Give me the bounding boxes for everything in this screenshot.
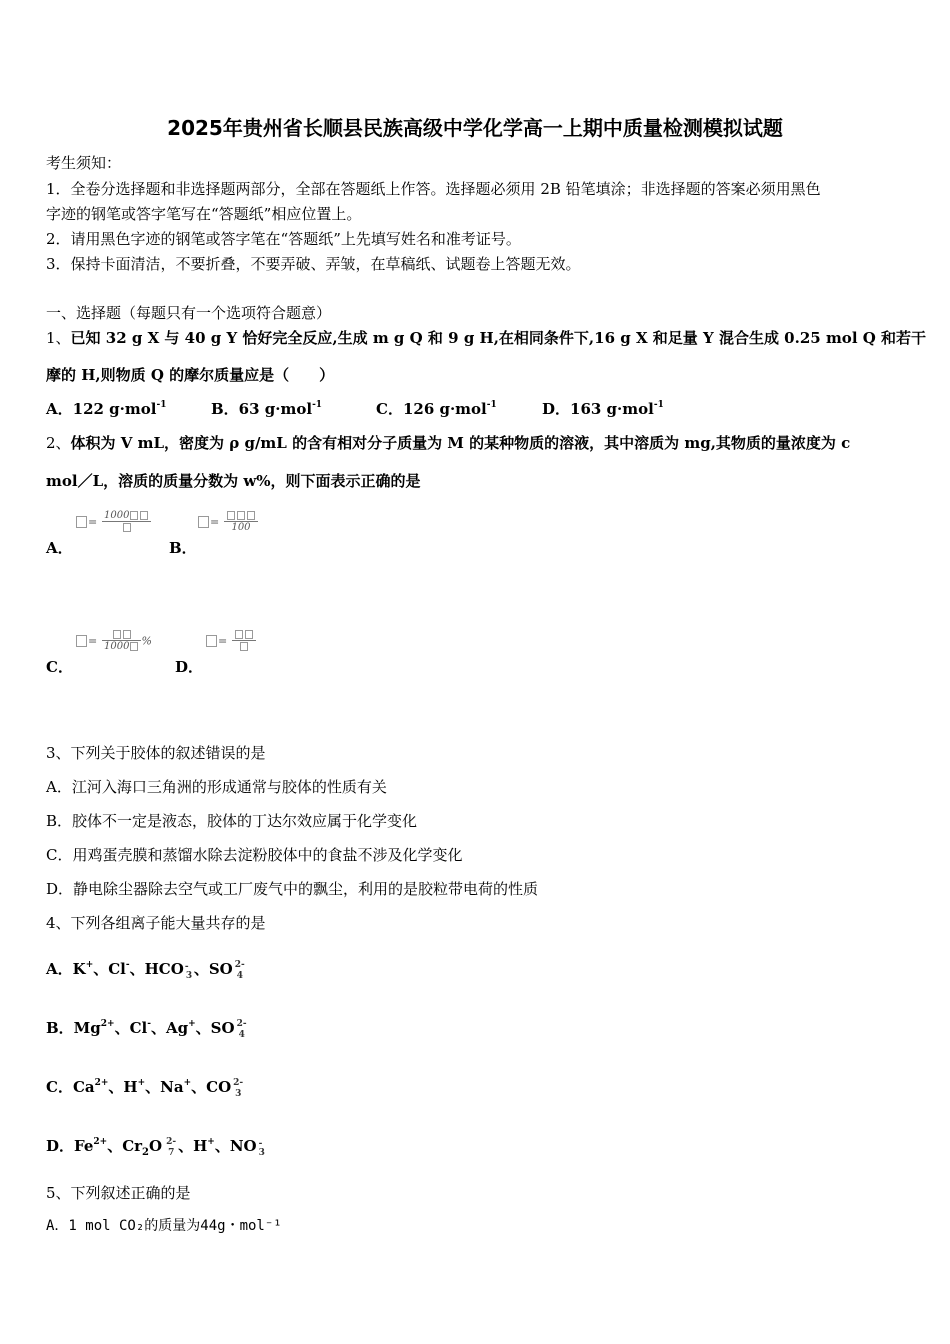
- notice-line-1a: 1．全卷分选择题和非选择题两部分，全部在答题纸上作答。选择题必须用 2B 铅笔填涂；非选择题的答案必须用黑色: [46, 180, 821, 198]
- q2-formula-d: =: [205, 629, 256, 652]
- q3-option-c[interactable]: C．用鸡蛋壳膜和蒸馏水除去淀粉胶体中的食盐不涉及化学变化: [46, 846, 463, 864]
- q2-option-b[interactable]: B．: [169, 539, 197, 557]
- q1-option-b[interactable]: B．63 g·mol$^{-1}$: [211, 400, 323, 418]
- q2-stem-1: 体积为 V mL，密度为 ρ g/mL 的含有相对分子质量为 M 的某种物质的溶液，其中溶质为 mg,其物质的量浓度为 c: [70, 434, 851, 452]
- q4-option-a[interactable]: A．K+、Cl-、HCO - 3 、SO 2- 4: [46, 960, 245, 981]
- q1-option-d[interactable]: D．163 g·mol$^{-1}$: [542, 400, 664, 418]
- q4-option-b[interactable]: B．$Mg^{2+}$、Cl-、Ag+、SO 2- 4: [46, 1019, 247, 1040]
- q5-number: 5、: [46, 1184, 71, 1202]
- q4-line: [46, 912, 266, 933]
- q4-option-d[interactable]: D．$Fe^{2+}$、$Cr_2O$ 2- 7 、H+、NO - 3: [46, 1137, 265, 1158]
- q1-stem-1: 已知 32 g X 与 40 g Y 恰好完全反应,生成 m g Q 和 9 g H,在相同条件下,16 g X 和足量 Y 混合生成 0.25 mol Q 和若干: [70, 329, 927, 347]
- notice-line-1b: 字迹的钢笔或答字笔写在“答题纸”相应位置上。: [46, 205, 362, 223]
- q5-line: [46, 1182, 191, 1203]
- q5-option-a[interactable]: A．1 mol CO₂的质量为44g・mol⁻¹: [46, 1218, 282, 1234]
- q4-option-c[interactable]: C．$Ca^{2+}$、H+、Na+、CO 2- 3: [46, 1078, 244, 1099]
- q2-formula-c: = 1000 %: [75, 629, 152, 652]
- q2-option-c[interactable]: C．: [46, 658, 73, 676]
- q1-stem-2: 摩的 H,则物质 Q 的摩尔质量应是（ ）: [46, 366, 335, 384]
- q3-option-d[interactable]: D．静电除尘器除去空气或工厂废气中的飘尘，利用的是胶粒带电荷的性质: [46, 880, 539, 898]
- q3-stem: 下列关于胶体的叙述错误的是: [70, 744, 266, 762]
- q2-line-1: [46, 432, 850, 453]
- q3-number: 3、: [46, 744, 71, 762]
- q1-option-c[interactable]: C．126 g·mol$^{-1}$: [376, 400, 497, 418]
- notice-heading: 考生须知：: [46, 154, 122, 172]
- page-title: 2025年贵州省长顺县民族高级中学化学高一上期中质量检测模拟试题: [167, 116, 783, 140]
- q4-stem: 下列各组离子能大量共存的是: [70, 914, 266, 932]
- q4-number: 4、: [46, 914, 71, 932]
- q2-option-d[interactable]: D．: [175, 658, 204, 676]
- q1-number: 1、: [46, 329, 71, 347]
- q1-line-1: [46, 327, 926, 348]
- q3-option-a[interactable]: A．江河入海口三角洲的形成通常与胶体的性质有关: [46, 778, 387, 796]
- notice-line-3: 3．保持卡面清洁，不要折叠，不要弄破、弄皱，在草稿纸、试题卷上答题无效。: [46, 255, 581, 273]
- q2-formula-b: = 100: [197, 510, 258, 533]
- q1-option-a[interactable]: A．122 g·mol$^{-1}$: [46, 400, 167, 418]
- q3-option-b[interactable]: B．胶体不一定是液态，胶体的丁达尔效应属于化学变化: [46, 812, 418, 830]
- q5-stem: 下列叙述正确的是: [70, 1184, 191, 1202]
- section-heading: 一、选择题（每题只有一个选项符合题意）: [46, 304, 332, 322]
- notice-line-2: 2．请用黑色字迹的钢笔或答字笔在“答题纸”上先填写姓名和准考证号。: [46, 230, 521, 248]
- q2-number: 2、: [46, 434, 71, 452]
- q2-option-a[interactable]: A．: [46, 539, 73, 557]
- q2-formula-a: = 1000: [75, 510, 151, 533]
- q2-stem-2: mol／L，溶质的质量分数为 w%，则下面表示正确的是: [46, 472, 421, 490]
- q3-line: [46, 742, 266, 763]
